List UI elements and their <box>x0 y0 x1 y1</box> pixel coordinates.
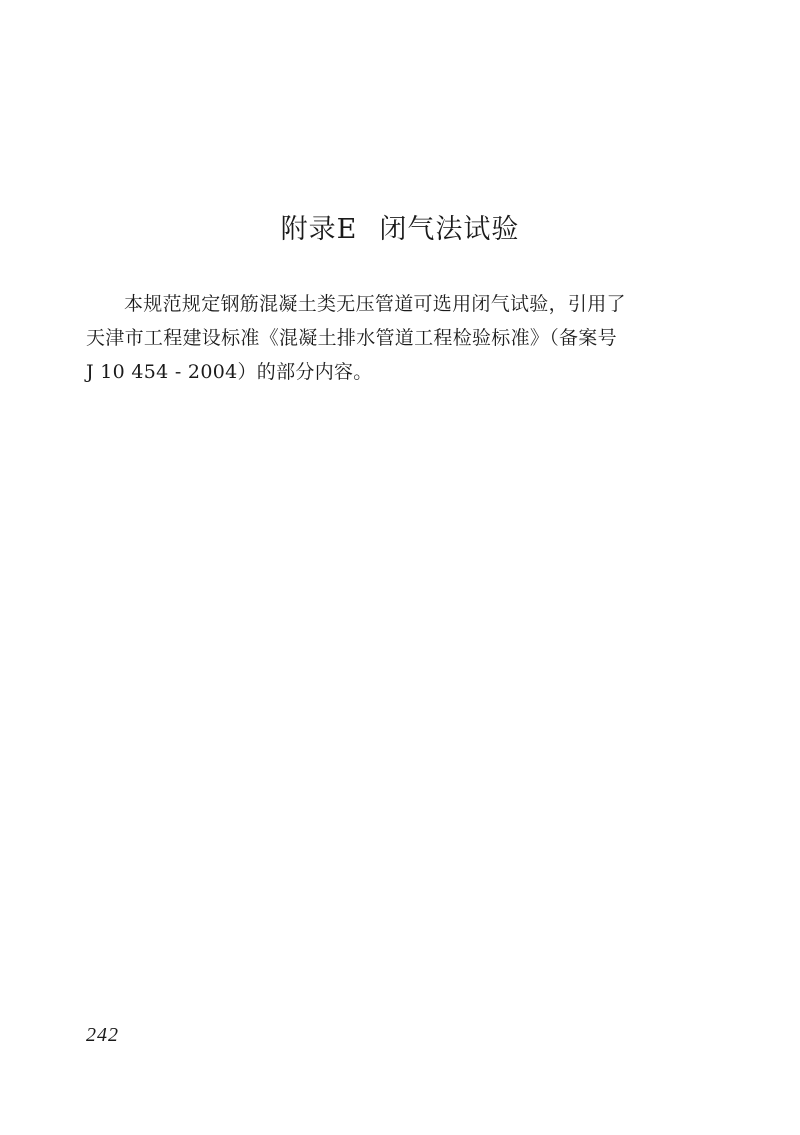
appendix-heading <box>0 210 800 250</box>
body-line-3: J 10 454 - 2004）的部分内容。 <box>86 361 373 383</box>
appendix-title: 闭气法试验 <box>379 214 520 245</box>
appendix-label: 附录E <box>280 214 358 245</box>
body-line-1: 本规范规定钢筋混凝土类无压管道可选用闭气试验，引用了 <box>124 293 626 315</box>
body-paragraph <box>86 287 676 389</box>
body-line-2: 天津市工程建设标准《混凝土排水管道工程检验标准》（备案号 <box>86 327 617 349</box>
page-number: 242 <box>86 1024 119 1046</box>
